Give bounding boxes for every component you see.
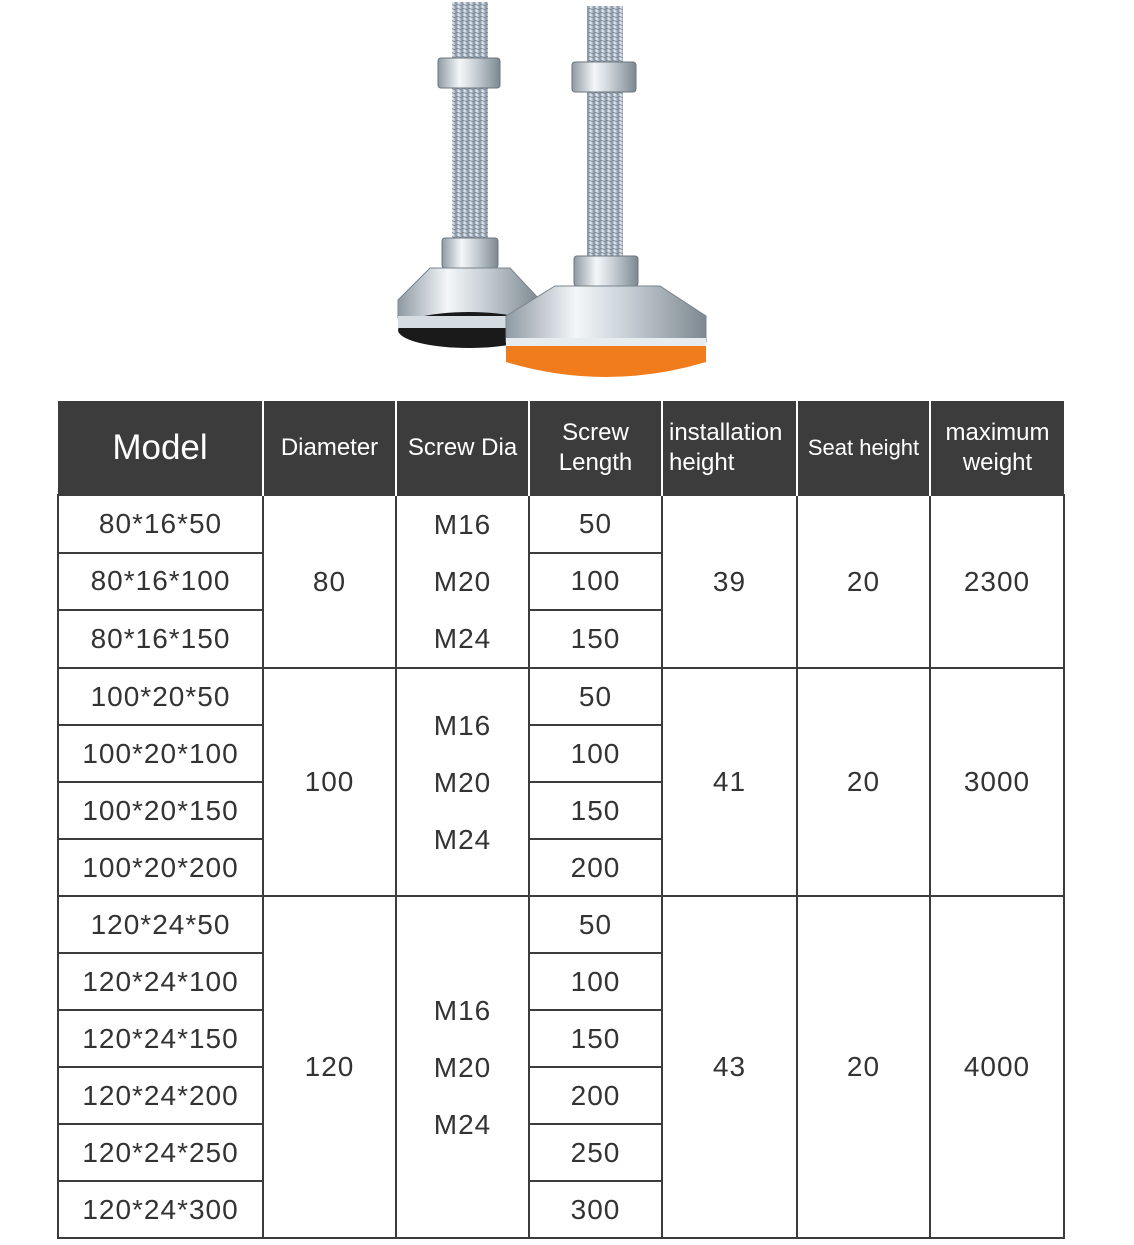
screw-dia-value: M16	[433, 509, 492, 540]
header-seat-height: Seat height	[797, 401, 930, 495]
table-row	[58, 495, 1064, 553]
screw-dia-cell	[396, 896, 529, 1238]
header-maximum-weight	[930, 401, 1064, 495]
table-row	[58, 896, 1064, 953]
right-foot	[506, 6, 706, 377]
screw-dia-value: M16	[433, 994, 492, 1026]
screw-length-cell: 200	[529, 839, 662, 896]
left-foot	[398, 2, 540, 348]
header-model: Model	[58, 401, 263, 495]
header-maximum-weight-line2: weight	[962, 448, 1033, 476]
screw-dia-value: M20	[433, 566, 492, 597]
header-installation-height-line1: installation	[669, 418, 783, 446]
seat-height-cell: 20	[797, 896, 930, 1238]
screw-dia-value: M24	[433, 823, 492, 855]
table-row	[58, 668, 1064, 725]
model-cell: 120*24*300	[58, 1181, 263, 1238]
screw-length-cell: 100	[529, 725, 662, 782]
model-cell: 100*20*200	[58, 839, 263, 896]
screw-dia-value: M16	[433, 709, 492, 741]
model-cell: 80*16*100	[58, 553, 263, 611]
screw-dia-cell	[396, 668, 529, 896]
diameter-cell: 80	[263, 495, 396, 668]
model-cell: 120*24*100	[58, 953, 263, 1010]
model-cell: 120*24*150	[58, 1010, 263, 1067]
maximum-weight-cell: 2300	[930, 495, 1064, 668]
screw-length-cell: 300	[529, 1181, 662, 1238]
screw-length-cell: 50	[529, 668, 662, 725]
model-cell: 120*24*200	[58, 1067, 263, 1124]
header-installation-height	[662, 401, 797, 495]
screw-length-cell: 50	[529, 495, 662, 553]
screw-dia-value: M24	[433, 1108, 492, 1140]
installation-height-cell: 39	[662, 495, 797, 668]
screw-length-cell: 100	[529, 953, 662, 1010]
model-cell: 100*20*100	[58, 725, 263, 782]
header-screw-length-line2: Length	[558, 448, 633, 476]
spec-table	[57, 401, 1065, 1239]
screw-length-cell: 100	[529, 553, 662, 611]
screw-dia-value: M24	[433, 623, 492, 654]
header-screw-dia: Screw Dia	[396, 401, 529, 495]
header-row	[58, 401, 1064, 495]
maximum-weight-cell: 4000	[930, 896, 1064, 1238]
header-screw-length-line1: Screw	[562, 418, 629, 446]
screw-length-cell: 200	[529, 1067, 662, 1124]
screw-length-cell: 150	[529, 1010, 662, 1067]
diameter-cell: 120	[263, 896, 396, 1238]
model-cell: 120*24*250	[58, 1124, 263, 1181]
installation-height-cell: 43	[662, 896, 797, 1238]
spec-table-body	[58, 495, 1064, 1238]
model-cell: 100*20*150	[58, 782, 263, 839]
header-screw-length	[529, 401, 662, 495]
screw-length-cell: 250	[529, 1124, 662, 1181]
maximum-weight-cell: 3000	[930, 668, 1064, 896]
screw-length-cell: 150	[529, 782, 662, 839]
screw-dia-cell	[396, 495, 529, 668]
screw-length-cell: 150	[529, 610, 662, 668]
model-cell: 80*16*150	[58, 610, 263, 668]
model-cell: 120*24*50	[58, 896, 263, 953]
screw-dia-value: M20	[433, 766, 492, 798]
header-installation-height-line2: height	[669, 448, 735, 476]
screw-dia-value: M20	[433, 1051, 492, 1083]
header-maximum-weight-line1: maximum	[945, 418, 1050, 446]
leveling-feet-image	[390, 0, 720, 390]
model-cell: 80*16*50	[58, 495, 263, 553]
model-cell: 100*20*50	[58, 668, 263, 725]
installation-height-cell: 41	[662, 668, 797, 896]
header-diameter: Diameter	[263, 401, 396, 495]
diameter-cell: 100	[263, 668, 396, 896]
seat-height-cell: 20	[797, 668, 930, 896]
seat-height-cell: 20	[797, 495, 930, 668]
screw-length-cell: 50	[529, 896, 662, 953]
